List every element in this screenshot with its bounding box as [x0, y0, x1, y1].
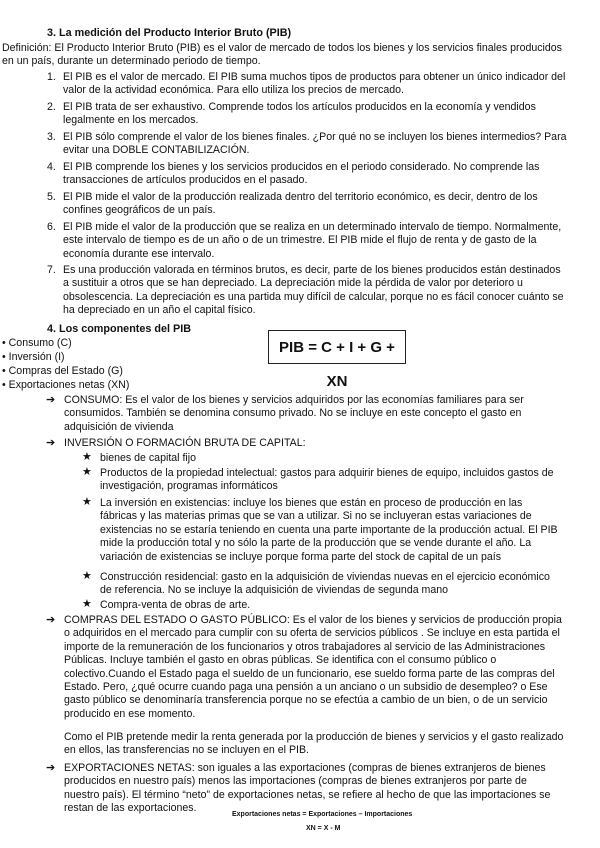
subitem-text: bienes de capital fijo [100, 452, 196, 464]
star-icon: ★ [82, 570, 92, 582]
net-exports-formula-note: Exportaciones netas = Exportaciones – Importaciones [232, 811, 413, 818]
component-item: • Inversión (I) [2, 351, 65, 363]
list-number: 1. [47, 71, 56, 83]
subitem-text: Construcción residencial: gasto en la adquisición de viviendas nuevas en el ejercicio económico de referencia. No se incluye la adquisición de viviendas de segunda mano [100, 571, 550, 597]
star-icon: ★ [82, 466, 92, 478]
list-number: 5. [47, 191, 56, 203]
list-text: Es una producción valorada en términos brutos, es decir, parte de los bienes producidos están destinados a sustituir a otros que se han depreciado. La depreciación mide la pérdida de valor por deterioro u obsolescencia. La depreciación es una partida muy difícil de calcular, porque no es fácil conocer cuánto se ha depreciado en un año el capital físico. [63, 264, 564, 317]
component-item: • Exportaciones netas (XN) [2, 379, 130, 391]
list-text: El PIB mide el valor de la producción realizada dentro del territorio económico, es decir, dentro de los confines geográficos de un país. [63, 191, 538, 217]
component-item: • Consumo (C) [2, 337, 72, 349]
star-icon: ★ [82, 451, 92, 463]
arrow-icon: ➔ [46, 614, 56, 626]
list-text: El PIB sólo comprende el valor de los bienes finales. ¿Por qué no se incluyen los bienes intermedios? Para evitar una DOBLE CONTABILIZACIÓN. [63, 131, 567, 157]
list-text: El PIB trata de ser exhaustivo. Comprende todos los artículos producidos en la economía y vendidos legalmente en los mercados. [63, 101, 536, 127]
list-number: 2. [47, 101, 56, 113]
xn-formula-note: XN = X - M [306, 825, 341, 832]
subitem-text: La inversión en existencias: incluye los bienes que están en proceso de producción en las fábricas y las materias primas que se van a utilizar. Si no se incluyeran estas variaciones de existencias no se estaría teniendo en cuenta una parte importante de la producción actual. El PIB mide la producción total y no sólo la parte de la producción que se vende durante el año. La variación de existencias se incluye porque forma parte del stock de capital de un país [100, 497, 558, 563]
list-number: 7. [47, 264, 56, 276]
arrow-icon: ➔ [46, 762, 56, 774]
list-number: 6. [47, 221, 56, 233]
pib-definition: Definición: El Producto Interior Bruto (PIB) es el valor de mercado de todos los bienes y los servicios finales producidos en un país, durante un determinado periodo de tiempo. [2, 42, 562, 68]
subitem-text: Compra-venta de obras de arte. [100, 599, 251, 611]
section-3-heading: 3. La medición del Producto Interior Bruto (PIB) [47, 27, 292, 39]
subitem-text: Productos de la propiedad intelectual: gastos para adquirir bienes de equipo, incluidos gastos de investigación, programas informáticos [100, 467, 554, 493]
arrow-icon: ➔ [46, 437, 56, 449]
list-text: El PIB mide el valor de la producción que se realiza en un determinado intervalo de tiempo. Normalmente, este intervalo de tiempo es de un año o de un trimestre. El PIB mide el flujo de renta y de gasto de la economía durante ese intervalo. [63, 221, 562, 260]
list-number: 4. [47, 161, 56, 173]
compras-note: Como el PIB pretende medir la renta generada por la producción de bienes y servicios y el gasto realizado en ellos, las transferencias no se incluyen en el PIB. [64, 731, 564, 757]
consumo-text: CONSUMO: Es el valor de los bienes y servicios adquiridos por las economías familiares para ser consumidos. También se denomina consumo privado. No se incluye en este concepto el gasto en adquisición de vivienda [64, 394, 524, 433]
list-text: El PIB comprende los bienes y los servicios producidos en el periodo considerado. No comprende las transacciones de artículos producidos en el pasado. [63, 161, 540, 187]
star-icon: ★ [82, 496, 92, 508]
compras-text: COMPRAS DEL ESTADO O GASTO PÚBLICO: Es el valor de los bienes y servicios de producción propia o adquiridos en el mercado para cumplir con su oferta de servicios públicos . Se incluye en esta partida el importe de la remuneración de los funcionarios y otros trabajadores al servicio de las Administraciones Públicas. Incluye también el gasto en obras públicas. Se identifica con el consumo público o colectivo.Cuando el Estado paga el sueldo de un funcionario, ese sueldo forma parte de las compras del Estado. Pero, ¿qué ocurre cuando paga una pensión a un anciano o un subsidio de desempleo? o Ese gasto público se denominaría transferencia porque no se efectúa a cambio de un bien, o de un servicio producido en ese momento. [64, 614, 562, 720]
section-4-heading: 4. Los componentes del PIB [47, 323, 191, 335]
list-text: El PIB es el valor de mercado. El PIB suma muchos tipos de productos para obtener un único indicador del valor de la actividad económica. Para ello utiliza los precios de mercado. [63, 71, 566, 97]
list-number: 3. [47, 131, 56, 143]
inversion-title: INVERSIÓN O FORMACIÓN BRUTA DE CAPITAL: [64, 437, 306, 449]
exportaciones-text: EXPORTACIONES NETAS: son iguales a las exportaciones (compras de bienes extranjeros de bienes producidos en nuestro país) menos las importaciones (compras de bienes extranjeros por parte de nuestro país). El término “neto” de exportaciones netas, se refiere al hecho de que las importaciones se restan de las exportaciones. [64, 762, 551, 815]
star-icon: ★ [82, 598, 92, 610]
arrow-icon: ➔ [46, 394, 56, 406]
pib-formula-box: PIB = C + I + G + XN [268, 330, 406, 364]
component-item: • Compras del Estado (G) [2, 365, 123, 377]
